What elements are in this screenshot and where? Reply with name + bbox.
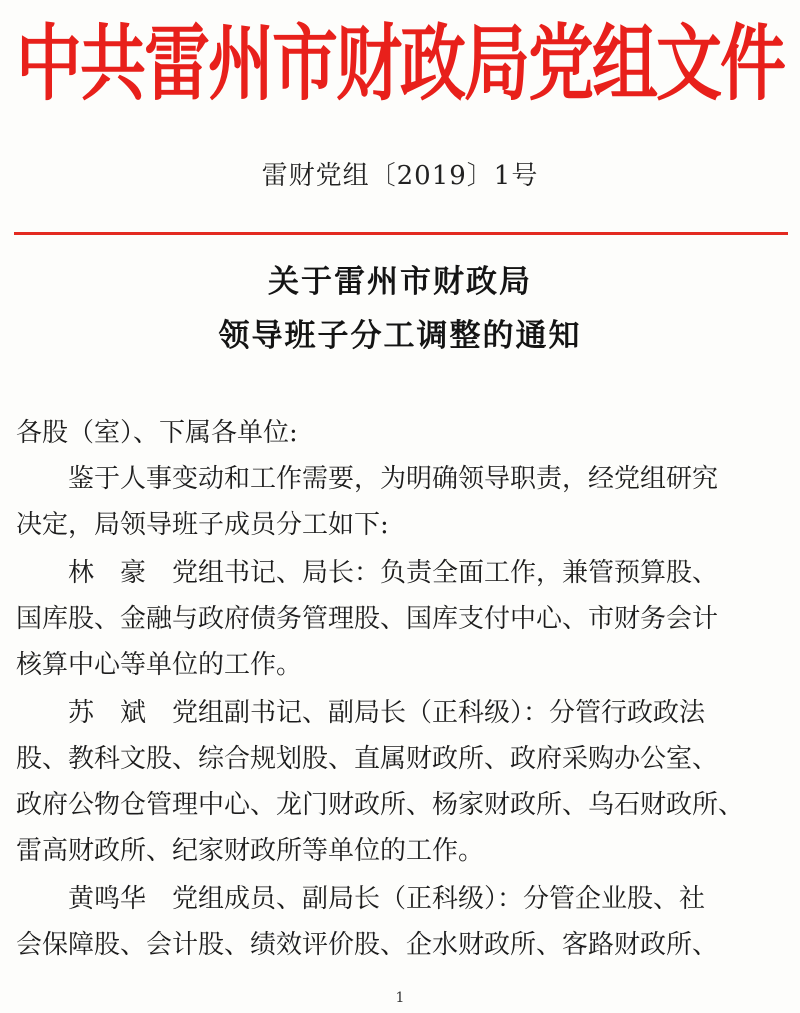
paragraph-line: 股、教科文股、综合规划股、直属财政所、政府采购办公室、	[16, 744, 719, 774]
paragraph-line: 雷高财政所、纪家财政所等单位的工作。	[16, 836, 485, 866]
paragraph-line: 鉴于人事变动和工作需要，为明确领导职责，经党组研究	[68, 464, 719, 494]
title-line-1: 关于雷州市财政局	[268, 264, 532, 300]
document-number: 雷财党组〔2019〕1号	[261, 161, 539, 191]
paragraph-line: 核算中心等单位的工作。	[16, 650, 303, 680]
paragraph-line: 林 豪 党组书记、局长：负责全面工作，兼管预算股、	[68, 558, 719, 588]
title-line-2: 领导班子分工调整的通知	[218, 318, 582, 354]
paragraph-line: 政府公物仓管理中心、龙门财政所、杨家财政所、乌石财政所、	[16, 790, 745, 820]
red-divider-line	[14, 232, 788, 235]
paragraph-line: 国库股、金融与政府债务管理股、国库支付中心、市财务会计	[16, 604, 719, 634]
paragraph-line: 黄鸣华 党组成员、副局长（正科级）：分管企业股、社	[68, 884, 706, 914]
paragraph-line: 会保障股、会计股、绩效评价股、企水财政所、客路财政所、	[16, 930, 719, 960]
paragraph-line: 苏 斌 党组副书记、副局长（正科级）：分管行政政法	[68, 698, 706, 728]
salutation: 各股（室）、下属各单位:	[16, 418, 298, 448]
document-masthead: 中共雷州市财政局党组文件	[16, 15, 784, 112]
paragraph-line: 决定，局领导班子成员分工如下:	[16, 510, 389, 540]
page-number: 1	[395, 990, 405, 1006]
